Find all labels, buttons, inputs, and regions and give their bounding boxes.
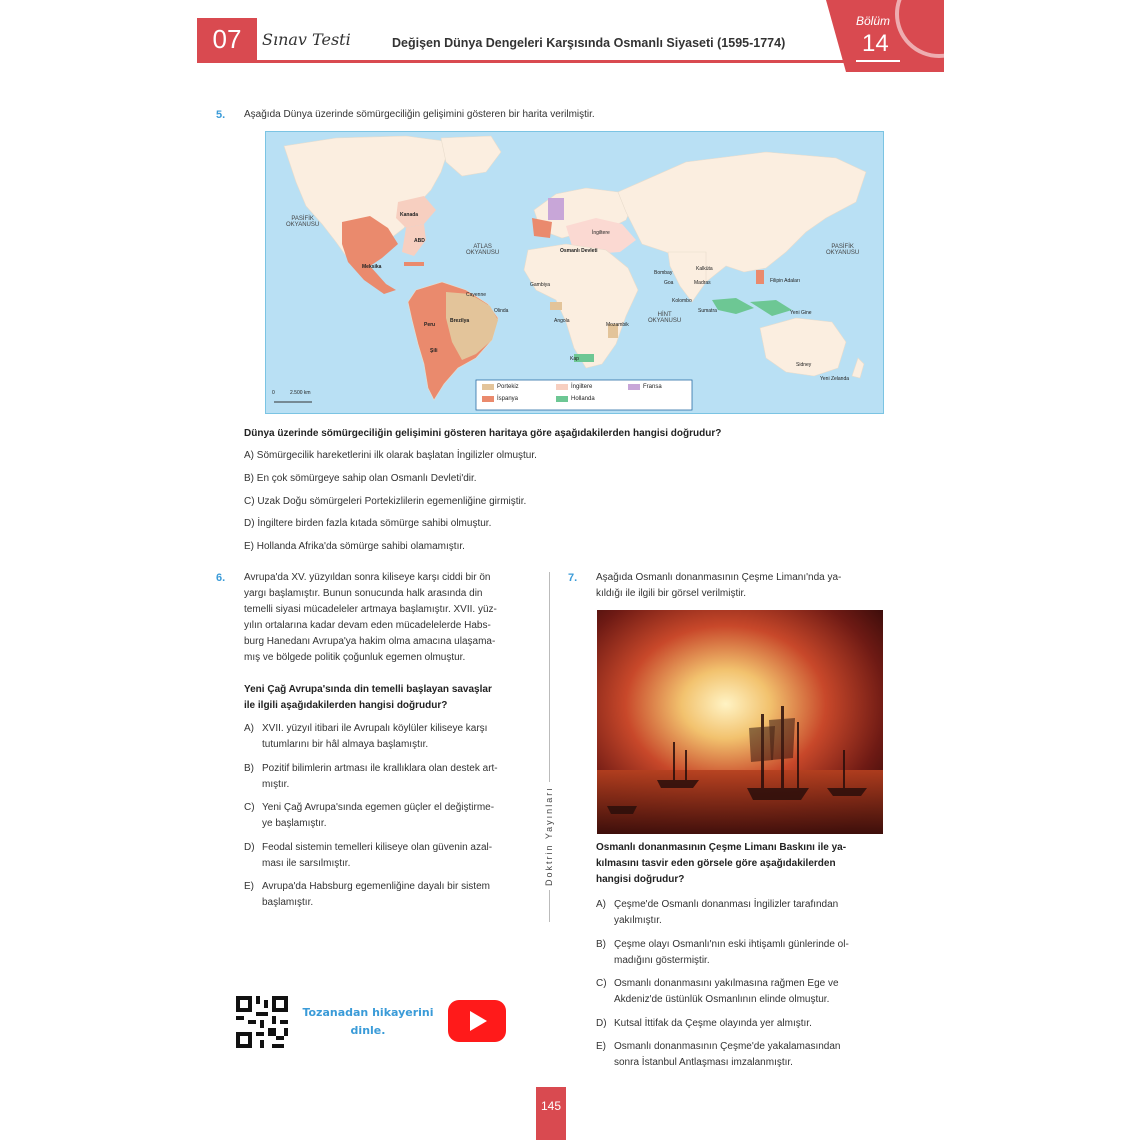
map-label-peru: Peru	[424, 322, 436, 328]
map-label-kalkuta: Kalküta	[696, 266, 713, 272]
question-6-intro: Avrupa'da XV. yüzyıldan sonra kiliseye karşı ciddi bir ön yargı başlamıştır. Bunun sonucunda halk arasında din temelli siyasi mücadeleler artmaya başlamıştır. XVII. yüz- yılın ortalarına kadar devam eden mücadelelerde Habs- burg Hanedanı Avrupa'ya hakim olma amacına ulaşama- mış ve bölgede politik çoğunluk egemen olmuştur.	[244, 572, 497, 663]
bolum-underline	[856, 60, 900, 62]
map-label-angola: Angola	[554, 318, 570, 324]
legend-swatch	[482, 396, 494, 402]
map-label-osmanli: Osmanlı Devleti	[560, 248, 598, 254]
q6-option-c[interactable]: C) Yeni Çağ Avrupa'sında egemen güçler el değiştirme- ye başlamıştır.	[244, 802, 495, 829]
map-label-yeni-zelanda: Yeni Zelanda	[820, 376, 850, 382]
legend-swatch	[556, 384, 568, 390]
map-label-goa: Goa	[664, 280, 674, 286]
map-label-kolombo: Kolombo	[672, 298, 692, 304]
q6-option-e[interactable]: E) Avrupa'da Habsburg egemenliğine dayalı bir sistem başlamıştır.	[244, 881, 490, 908]
question-7-stem: Osmanlı donanmasının Çeşme Limanı Baskını ile ya- kılmasını tasvir eden görsele göre aşağıdakilerden hangisi doğrudur?	[596, 842, 847, 885]
legend-item-portekiz: Portekiz	[482, 384, 519, 390]
q5-option-c[interactable]: C) Uzak Doğu sömürgeleri Portekizlilerin egemenliğine girmiştir.	[244, 496, 527, 507]
q5-option-d[interactable]: D) İngiltere birden fazla kıtada sömürge sahibi olmuştur.	[244, 518, 492, 529]
unit-number: 07	[212, 24, 242, 54]
q5-option-e[interactable]: E) Hollanda Afrika'da sömürge sahibi olamamıştır.	[244, 541, 465, 552]
map-label-sumatra: Sumatra	[698, 308, 717, 314]
publisher-side-label: Doktrin Yayınları	[540, 740, 560, 900]
map-label-ingiltere: İngiltere	[592, 230, 610, 236]
map-label-kanada: Kanada	[400, 212, 419, 218]
q5-option-a[interactable]: A) Sömürgecilik hareketlerini ilk olarak başlatan İngilizler olmuştur.	[244, 450, 537, 461]
question-6-stem: Yeni Çağ Avrupa'sında din temelli başlayan savaşlar ile ilgili aşağıdakilerden hangisi doğrudur?	[244, 684, 492, 711]
promo-text: Tozanadan hikayerini dinle.	[302, 1006, 434, 1037]
legend-item-fransa: Fransa	[628, 384, 662, 390]
map-label-brezilya: Brezilya	[450, 318, 470, 324]
header-rule	[197, 60, 845, 63]
q5-option-b[interactable]: B) En çok sömürgeye sahip olan Osmanlı Devleti'dir.	[244, 473, 477, 484]
legend-item-hollanda: Hollanda	[556, 396, 595, 402]
map-scale-label: 2.500 km	[290, 390, 311, 396]
q6-option-d[interactable]: D) Feodal sistemin temelleri kiliseye olan güvenin azal- ması ile sarsılmıştır.	[244, 842, 493, 869]
map-label-kap: Kap	[570, 356, 579, 362]
map-label-atlas: ATLAS OKYANUSU	[466, 244, 500, 256]
legend-swatch	[556, 396, 568, 402]
question-7-intro: Aşağıda Osmanlı donanmasının Çeşme Limanı'nda ya- kıldığı ile ilgili bir görsel verilmiştir.	[596, 572, 842, 599]
cesme-battle-painting	[597, 610, 883, 834]
page-title: Değişen Dünya Dengeleri Karşısında Osmanlı Siyaseti (1595-1774)	[392, 36, 786, 50]
q7-option-c[interactable]: C) Osmanlı donanmasını yakılmasına rağmen Ege ve Akdeniz'de üstünlük Osmanlının elinde olmuştur.	[596, 978, 839, 1005]
map-label-madras: Madras	[694, 280, 711, 286]
q6-option-a[interactable]: A) XVII. yüzyıl itibari ile Avrupalı köylüler kiliseye karşı tutumlarını bir hâl almaya başlamıştır.	[244, 723, 488, 750]
page-number: 145	[540, 1099, 562, 1113]
q7-option-d[interactable]: D) Kutsal İttifak da Çeşme olayında yer almıştır.	[596, 1018, 812, 1029]
map-label-pasifik-left: PASİFİK OKYANUSU	[286, 216, 320, 228]
bolum-number: 14	[862, 30, 889, 57]
header-corner-slant	[826, 0, 846, 72]
map-label-yeni-gine: Yeni Gine	[790, 310, 812, 316]
page-number-tab	[536, 1087, 566, 1140]
legend-swatch	[482, 384, 494, 390]
question-6-number: 6.	[216, 572, 226, 584]
bolum-label: Bölüm	[856, 14, 891, 28]
colonialism-map	[265, 131, 884, 414]
map-label-mozambik: Mozambik	[606, 322, 629, 328]
map-label-meksika: Meksika	[362, 264, 382, 270]
map-label-olinda: Olinda	[494, 308, 509, 314]
map-label-hint: HİNT OKYANUSU	[648, 312, 682, 324]
qr-code[interactable]	[236, 996, 288, 1048]
map-label-sidney: Sidney	[796, 362, 812, 368]
question-5-number: 5.	[216, 109, 226, 121]
map-label-gambiya: Gambiya	[530, 282, 551, 288]
q6-option-b[interactable]: B) Pozitif bilimlerin artması ile krallıklara olan destek art- mıştır.	[244, 763, 498, 790]
play-icon	[470, 1011, 487, 1031]
legend-item-ispanya: İspanya	[482, 396, 518, 402]
map-label-abd: ABD	[414, 238, 425, 244]
q7-option-a[interactable]: A) Çeşme'de Osmanlı donanması İngilizler tarafından yakılmıştır.	[596, 899, 839, 926]
legend-swatch	[628, 384, 640, 390]
test-type-label: Sınav Testi	[262, 30, 351, 49]
map-label-cayenne: Cayenne	[466, 292, 487, 298]
legend-item-ingiltere: İngiltere	[556, 384, 592, 390]
q7-option-b[interactable]: B) Çeşme olayı Osmanlı'nın eski ihtişamlı günlerinde ol- madığını göstermiştir.	[596, 939, 849, 966]
q7-option-e[interactable]: E) Osmanlı donanmasının Çeşme'de yakalamasından sonra İstanbul Antlaşması imzalanmıştır.	[596, 1041, 841, 1068]
question-5-stem: Dünya üzerinde sömürgeciliğin gelişimini gösteren haritaya göre aşağıdakilerden hangisi doğrudur?	[244, 428, 722, 439]
map-label-bombay: Bombay	[654, 270, 673, 276]
map-label-filipin: Filipin Adaları	[770, 278, 801, 284]
map-scale-zero: 0	[272, 390, 275, 396]
map-label-sili: Şili	[430, 348, 438, 354]
map-label-pasifik-right: PASİFİK OKYANUSU	[826, 244, 860, 256]
question-5-intro: Aşağıda Dünya üzerinde sömürgeciliğin gelişimini gösteren bir harita verilmiştir.	[244, 109, 595, 120]
question-7-number: 7.	[568, 572, 578, 584]
